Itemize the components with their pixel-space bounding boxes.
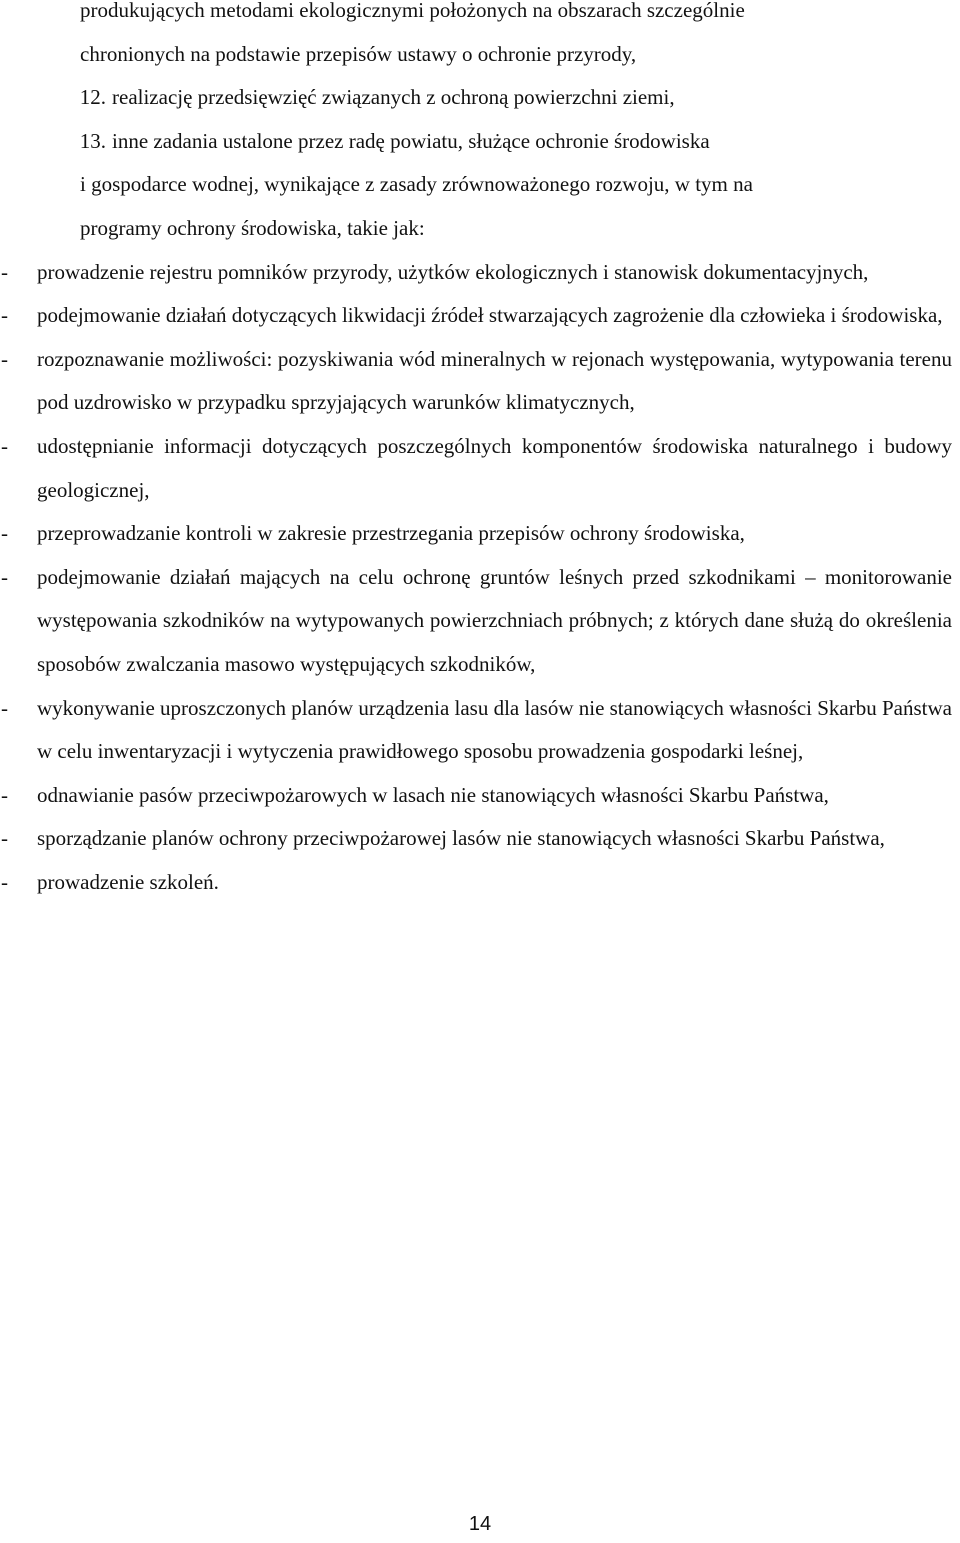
item-text-line-3: programy ochrony środowiska, takie jak:: [80, 215, 425, 240]
dash-item: [0, 861, 960, 905]
dash-item-text: odnawianie pasów przeciwpożarowych w lasach nie stanowiących własności Skarbu Państwa,: [37, 782, 829, 807]
dash-item-text: udostępnianie informacji dotyczących poszczególnych komponentów środowiska naturalnego i budowy geologicznej,: [37, 433, 952, 502]
dash-item-text: przeprowadzanie kontroli w zakresie przestrzegania przepisów ochrony środowiska,: [37, 521, 745, 546]
dash-item-text: sporządzanie planów ochrony przeciwpożarowej lasów nie stanowiących własności Skarbu Państwa,: [37, 826, 885, 851]
dash-bullet: -: [1, 433, 8, 458]
dash-bullet: -: [1, 695, 8, 720]
page-number: 14: [468, 1513, 492, 1535]
continuation-line-2: chronionych na podstawie przepisów ustawy o ochronie przyrody,: [80, 41, 637, 66]
dash-item: [0, 817, 960, 861]
dash-bullet: -: [1, 521, 8, 546]
item-number: 12.: [79, 85, 106, 110]
dash-item-text: prowadzenie rejestru pomników przyrody, użytków ekologicznych i stanowisk dokumentacyjnych,: [37, 259, 869, 284]
dash-item: [0, 338, 960, 425]
dash-bullet: -: [1, 564, 8, 589]
dash-item: [0, 556, 960, 687]
dash-item-text: rozpoznawanie możliwości: pozyskiwania wód mineralnych w rejonach występowania, wytypowania terenu pod uzdrowisko w przypadku sprzyjających warunków klimatycznych,: [37, 346, 952, 415]
dash-item-text: podejmowanie działań mających na celu ochronę gruntów leśnych przed szkodnikami – monitorowanie występowania szkodników na wytypowanych powierzchniach próbnych; z których dane służą do określenia sposobów zwalczania masowo występujących szkodników,: [37, 564, 952, 676]
dash-bullet: -: [1, 259, 8, 284]
dash-item: [0, 425, 960, 512]
dash-item-text: podejmowanie działań dotyczących likwidacji źródeł stwarzających zagrożenie dla człowieka i środowiska,: [37, 303, 943, 328]
numbered-item-13: [0, 120, 960, 251]
item-text: realizację przedsięwzięć związanych z ochroną powierzchni ziemi,: [112, 85, 675, 110]
item-number: 13.: [79, 128, 106, 153]
dash-item: [0, 251, 960, 295]
dash-bullet: -: [1, 869, 8, 894]
continuation-line-1: produkujących metodami ekologicznymi położonych na obszarach szczególnie: [80, 0, 745, 22]
dash-item: [0, 294, 960, 338]
item-text-line-2: i gospodarce wodnej, wynikające z zasady zrównoważonego rozwoju, w tym na: [80, 172, 753, 197]
dash-item-text: prowadzenie szkoleń.: [37, 869, 219, 894]
dash-bullet: -: [1, 826, 8, 851]
numbered-item-12: [0, 76, 960, 120]
dash-item: [0, 687, 960, 774]
dash-bullet: -: [1, 346, 8, 371]
dash-bullet: -: [1, 303, 8, 328]
dash-item-text: wykonywanie uproszczonych planów urządzenia lasu dla lasów nie stanowiących własności Skarbu Państwa w celu inwentaryzacji i wytyczenia prawidłowego sposobu prowadzenia gospodarki leśnej,: [37, 695, 952, 764]
dash-item: [0, 512, 960, 556]
dash-item: [0, 774, 960, 818]
item-text-line-1: inne zadania ustalone przez radę powiatu, służące ochronie środowiska: [112, 128, 710, 153]
dash-bullet: -: [1, 782, 8, 807]
